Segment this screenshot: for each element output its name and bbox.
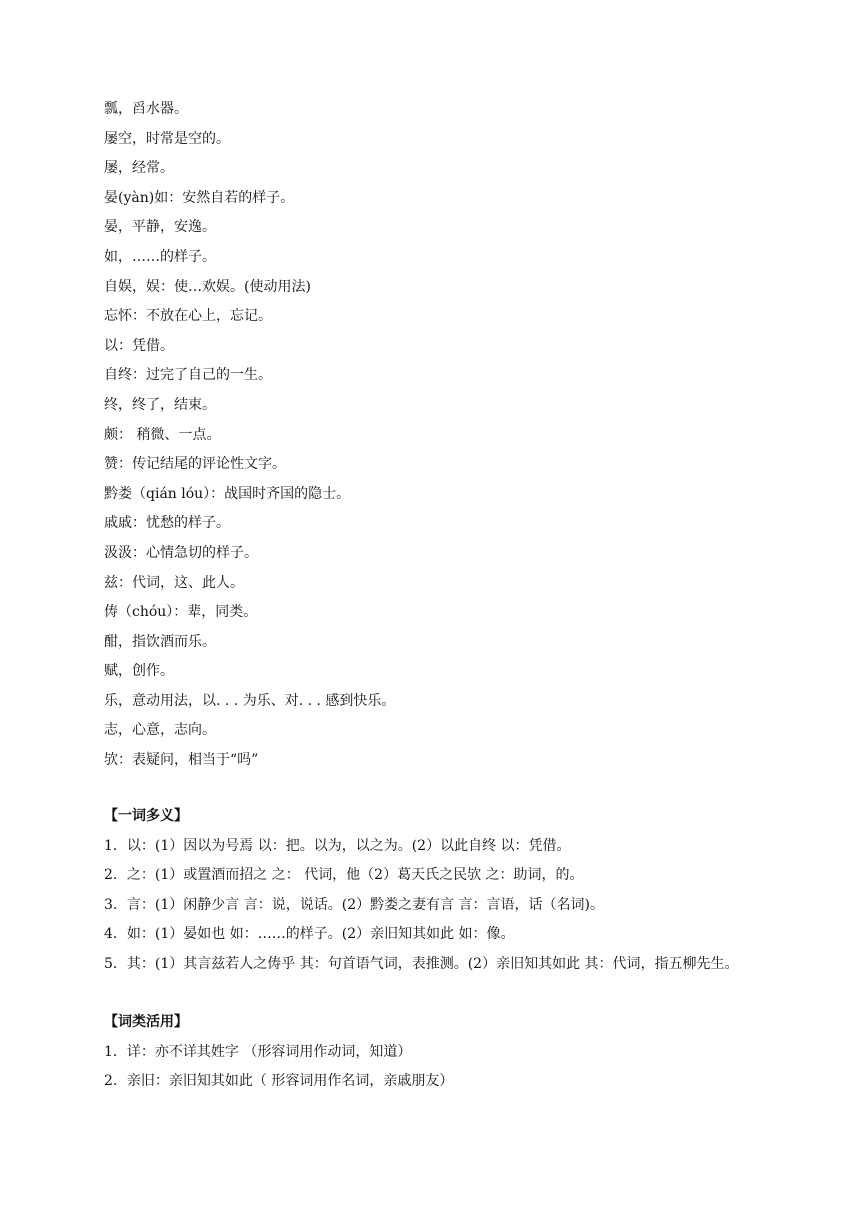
glossary-section <box>104 95 824 776</box>
glossary-line: 终，终了，结束。 <box>104 396 216 413</box>
glossary-line: 黔娄（qián lóu）：战国时齐国的隐士。 <box>104 485 351 502</box>
glossary-line: 俦（chóu）：辈，同类。 <box>104 604 258 621</box>
glossary-line: 晏(yàn)如：安然自若的样子。 <box>104 189 295 206</box>
glossary-line: 以：凭借。 <box>104 337 174 354</box>
word-class-item: 2．亲旧：亲旧知其如此（ 形容词用作名词，亲戚朋友） <box>104 1073 454 1090</box>
glossary-line: 自娱，娱：使…欢娱。(使动用法) <box>104 278 311 295</box>
glossary-line: 晏，平静，安逸。 <box>104 219 216 236</box>
glossary-line: 兹：代词，这、此人。 <box>104 574 244 591</box>
glossary-line: 乐，意动用法，以. . . 为乐、对. . . 感到快乐。 <box>104 692 396 709</box>
glossary-line: 如，……的样子。 <box>104 248 216 265</box>
glossary-line: 志，心意，志向。 <box>104 722 216 739</box>
glossary-line: 赋，创作。 <box>104 663 174 680</box>
glossary-line: 汲汲：心情急切的样子。 <box>104 544 258 561</box>
section-heading: 【词类活用】 <box>104 1014 188 1030</box>
glossary-line: 欤：表疑问，相当于“吗” <box>104 752 259 769</box>
section-heading: 【一词多义】 <box>104 808 188 824</box>
glossary-line: 瓢，舀水器。 <box>104 101 188 117</box>
polysemy-item: 3．言：(1）闲静少言 言：说，说话。(2）黔娄之妻有言 言：言语，话（名词)。 <box>104 896 605 913</box>
glossary-line: 自终：过完了自己的一生。 <box>104 367 272 384</box>
polysemy-item: 4．如：(1）晏如也 如：……的样子。(2）亲旧知其如此 如：像。 <box>104 926 515 943</box>
glossary-line: 忘怀：不放在心上，忘记。 <box>104 308 272 325</box>
glossary-line: 酣，指饮酒而乐。 <box>104 633 216 650</box>
polysemy-item: 2．之：(1）或置酒而招之 之： 代词，他（2）葛天氏之民欤 之：助词，的。 <box>104 867 584 884</box>
polysemy-item: 1．以：(1）因以为号焉 以：把。以为，以之为。(2）以此自终 以：凭借。 <box>104 837 571 854</box>
word-class-item: 1．详：亦不详其姓字 （形容词用作动词，知道） <box>104 1043 412 1060</box>
glossary-line: 颇： 稍微、一点。 <box>104 426 221 443</box>
word-class-section <box>104 1008 824 1097</box>
glossary-line: 戚戚：忧愁的样子。 <box>104 515 230 532</box>
glossary-line: 屡，经常。 <box>104 160 174 177</box>
polysemy-section <box>104 802 824 980</box>
glossary-line: 屡空，时常是空的。 <box>104 130 230 147</box>
glossary-line: 赞：传记结尾的评论性文字。 <box>104 456 286 473</box>
polysemy-item: 5．其：(1）其言兹若人之俦乎 其：句首语气词，表推测。(2）亲旧知其如此 其：代词，指五柳先生。 <box>104 955 739 972</box>
